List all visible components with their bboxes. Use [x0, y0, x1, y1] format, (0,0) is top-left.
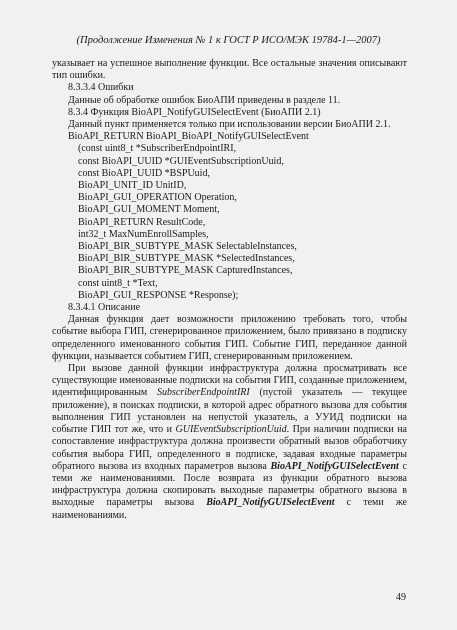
- function-name: BioAPI_NotifyGUISelectEvent: [206, 497, 335, 509]
- paragraph: Данные об обработке ошибок БиоАПИ приведены в разделе 11.: [68, 94, 341, 106]
- code-line: const BioAPI_UUID *BSPUuid,: [78, 167, 210, 179]
- function-name: BioAPI_NotifyGUISelectEvent: [270, 460, 399, 472]
- paragraph: Данная функция дает возможности приложению требовать того, чтобы событие выбора ГИП, сгенерированное приложением, было привязано в подписку определенного именованного события ГИП. Событие ГИП, переданное данной функции, называется событием ГИП, сгенерированным приложением.: [52, 314, 407, 362]
- text-run: (пустой указатель — текущее приложение), в поисках подписки, в которой адрес обратного вызова для события выполнения ГИП установлен на непустой указатель, а УУИД подписки на событие ГИП тот же, что и: [52, 387, 407, 436]
- code-line: (const uint8_t *SubscriberEndpointIRI,: [78, 143, 237, 155]
- code-block: [52, 131, 407, 302]
- code-line: BioAPI_BIR_SUBTYPE_MASK SelectableInstances,: [78, 241, 297, 253]
- code-line: BioAPI_GUI_RESPONSE *Response);: [78, 289, 239, 301]
- code-line: const uint8_t *Text,: [78, 277, 158, 289]
- code-line: const BioAPI_UUID *GUIEventSubscriptionUuid,: [78, 155, 284, 167]
- code-line: BioAPI_GUI_OPERATION Operation,: [78, 192, 237, 204]
- page-header: (Продолжение Изменения № 1 к ГОСТ Р ИСО/МЭК 19784-1—2007): [76, 35, 381, 46]
- text-run: с теми же наименованиями.: [52, 497, 407, 521]
- code-line: BioAPI_RETURN ResultCode,: [78, 216, 206, 228]
- code-line: BioAPI_BIR_SUBTYPE_MASK CapturedInstances,: [78, 265, 293, 277]
- page-content: [52, 58, 407, 522]
- text-run: с теми же наименованиями. После возврата из функции обратного вызова инфраструктура должна скопировать выходные параметры обратного вызова в выходные параметры вызова: [52, 460, 407, 509]
- code-line: BioAPI_UNIT_ID UnitID,: [78, 180, 187, 192]
- identifier: GUIEventSubscriptionUuid: [175, 424, 287, 436]
- section-heading: 8.3.4.1 Описание: [68, 302, 141, 314]
- text-run: При вызове данной функции инфраструктура должна просматривать все существующие именованные подписки на события ГИП, созданные приложением, идентифицированным: [52, 363, 407, 399]
- paragraph: [52, 363, 407, 522]
- identifier: SubscriberEndpointIRI: [156, 387, 250, 399]
- paragraph: Данный пункт применяется только при использовании версии БиоАПИ 2.1.: [68, 119, 391, 131]
- code-line: BioAPI_BIR_SUBTYPE_MASK *SelectedInstances,: [78, 253, 295, 265]
- paragraph: указывает на успешное выполнение функции. Все остальные значения описывают тип ошибки.: [52, 58, 407, 82]
- code-line: int32_t MaxNumEnrollSamples,: [78, 228, 209, 240]
- section-heading: 8.3.3.4 Ошибки: [68, 82, 134, 94]
- text-run: . При наличии подписки на сопоставление инфраструктура должна произвести обратный вызов обработчику события выбора ГИП, определенного в подписке, задавая входные параметры обратного вызова из входных параметров вызова: [52, 424, 407, 472]
- code-line: BioAPI_GUI_MOMENT Moment,: [78, 204, 220, 216]
- page-number: 49: [396, 592, 406, 603]
- section-heading: 8.3.4 Функция BioAPI_NotifyGUISelectEvent (БиоАПИ 2.1): [68, 106, 321, 118]
- code-line: BioAPI_RETURN BioAPI_BioAPI_NotifyGUISelectEvent: [68, 131, 309, 143]
